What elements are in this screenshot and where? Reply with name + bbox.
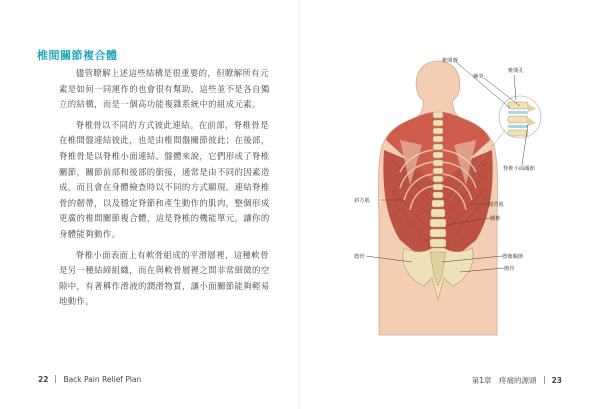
paragraph-1: 儘管瞭解上述這些結構是很重要的，但瞭解所有元素是如何一同運作的也會很有幫助，這些並不是各自獨立的結構，而是一個高功能複雜系統中的組成元素。 <box>59 68 270 110</box>
section-title: 椎間關節複合體 <box>37 49 118 62</box>
right-folio <box>472 375 562 386</box>
label-sacrum: 薦骨 <box>354 254 365 260</box>
right-page <box>300 0 600 409</box>
label-spinous-process: 棘突 <box>473 74 484 80</box>
right-page-number: 23 <box>551 376 562 385</box>
right-running-title: 第1章 疼痛的源頭 <box>471 376 537 385</box>
back-anatomy-illustration <box>300 0 600 409</box>
label-foramen: 椎間孔 <box>508 68 524 74</box>
label-sacroiliac-joint: 薦髂關節 <box>502 254 524 260</box>
paragraph-3: 脊椎小面表面上有軟骨組成的平滑層裡，這種軟骨是另一種結締組織，而在與軟骨層裡之間非常細微的空隙中，有著稱作滑液的潤滑物質，讓小面關節能夠輕易地動作。 <box>59 249 270 307</box>
label-facet-joint: 脊椎小面關節 <box>503 166 535 172</box>
label-intervertebral-disc: 椎間盤 <box>442 58 458 64</box>
folio-separator <box>55 375 56 383</box>
label-spine: 腰椎 <box>490 216 501 222</box>
paragraph-2: 脊椎骨以不同的方式彼此連結。在前部，脊椎骨是在椎間盤連結彼此，也是由椎間盤關節彼此；在後部，脊椎骨是以脊椎小面連結。盤體來說，它們形成了脊椎關節，關節前部和後部的銜接，通常是由不同的因素造成，而且會在身體檢查時以不同的方式顯現。連結脊椎骨的韌帶，以及穩定脊節和產生動作的肌肉，整個形成更廣的椎間關節複合體，這是脊椎的機能單元，讓你的身體能夠動作。 <box>59 119 270 239</box>
body-text <box>59 66 271 310</box>
left-folio <box>38 375 141 384</box>
label-latissimus: 闊背肌 <box>488 202 504 208</box>
label-trapezius: 斜方肌 <box>354 198 370 204</box>
label-ilium: 髂骨 <box>504 266 515 272</box>
left-running-title: Back Pain Relief Plan <box>63 375 142 384</box>
folio-separator-right <box>544 376 545 384</box>
left-page-number: 22 <box>38 375 49 384</box>
